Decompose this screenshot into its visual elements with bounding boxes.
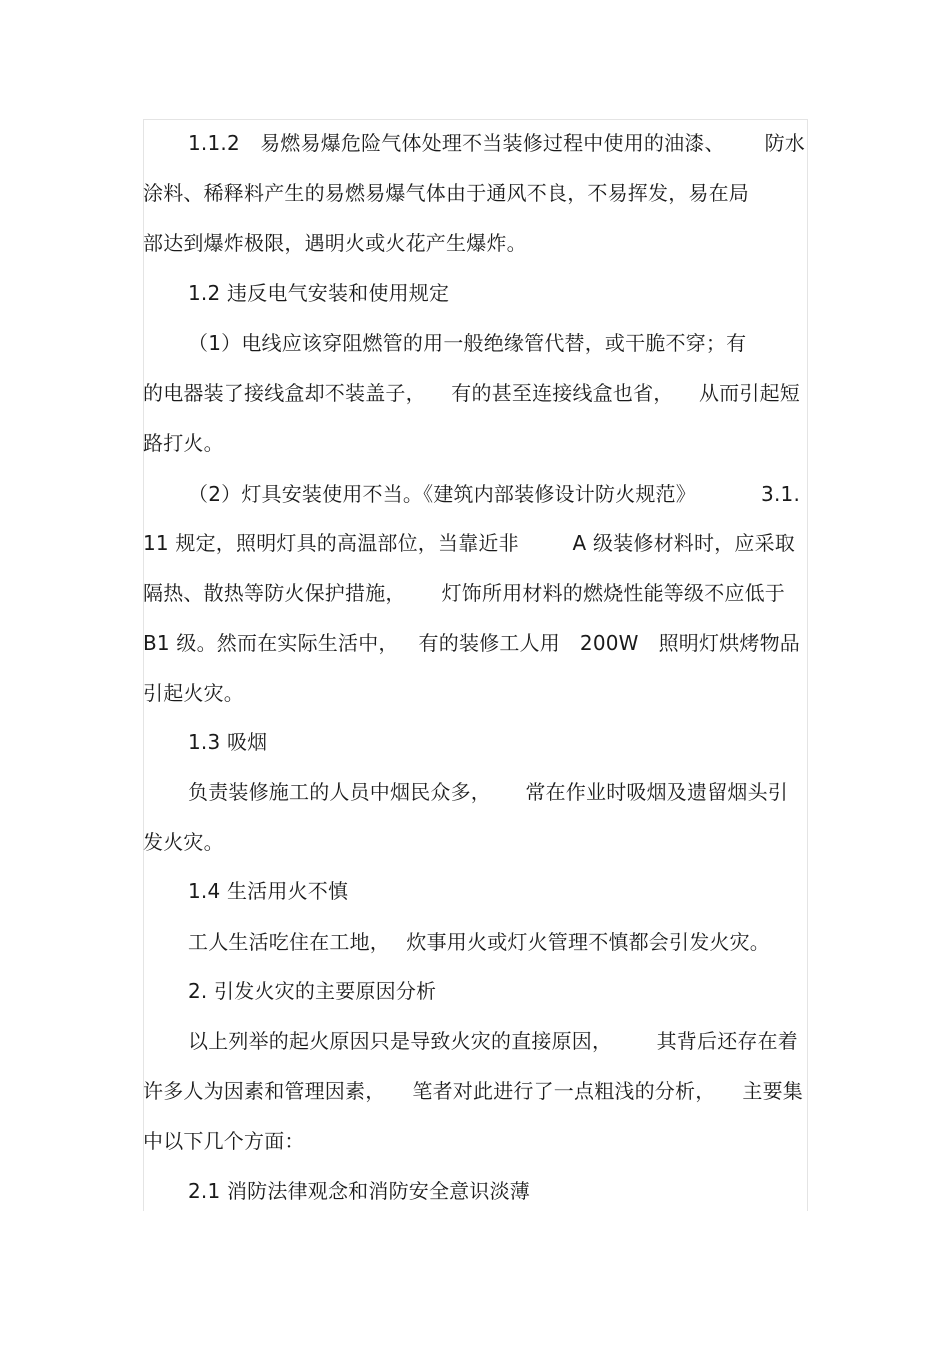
text-line bbox=[143, 180, 749, 206]
text-segment: 从而引起短 bbox=[698, 381, 800, 405]
text-segment: 以上列举的起火原因只是导致火灾的直接原因， bbox=[188, 1029, 613, 1053]
text-segment: 1.3 吸烟 bbox=[188, 730, 268, 754]
text-segment: 3.1. bbox=[761, 482, 800, 506]
page-frame-top bbox=[143, 119, 808, 120]
text-line bbox=[188, 929, 770, 955]
text-segment: 炊事用火或灯火管理不慎都会引发火灾。 bbox=[406, 930, 770, 954]
text-segment: 主要集 bbox=[742, 1079, 803, 1103]
text-segment: 1.2 违反电气安装和使用规定 bbox=[188, 281, 450, 305]
text-line bbox=[143, 829, 224, 855]
text-line bbox=[143, 1078, 803, 1104]
text-line bbox=[188, 779, 788, 805]
text-segment: （1）电线应该穿阻燃管的用一般绝缘管代替，或干脆不穿；有 bbox=[188, 331, 747, 355]
text-segment: （2）灯具安装使用不当。《建筑内部装修设计防火规范》 bbox=[188, 482, 696, 506]
text-segment: 防水 bbox=[764, 131, 805, 155]
text-segment: 照明灯烘烤物品 bbox=[658, 631, 800, 655]
text-segment: 负责装修施工的人员中烟民众多， bbox=[188, 780, 491, 804]
text-line bbox=[143, 630, 800, 656]
text-segment: 工人生活吃住在工地， bbox=[188, 930, 390, 954]
section-heading bbox=[188, 878, 348, 904]
text-line bbox=[188, 1028, 798, 1054]
text-segment: 2. 引发火灾的主要原因分析 bbox=[188, 979, 437, 1003]
text-segment: 1.1.2 易燃易爆危险气体处理不当装修过程中使用的油漆、 bbox=[188, 131, 725, 155]
text-segment: 11 规定，照明灯具的高温部位，当靠近非 bbox=[143, 531, 519, 555]
text-line bbox=[143, 430, 224, 456]
text-line bbox=[143, 530, 795, 556]
text-segment: 许多人为因素和管理因素， bbox=[143, 1079, 386, 1103]
text-segment: 中以下几个方面： bbox=[143, 1129, 305, 1153]
text-line bbox=[143, 680, 244, 706]
text-segment: 有的装修工人用 bbox=[418, 631, 560, 655]
text-segment: 其背后还存在着 bbox=[656, 1029, 798, 1053]
text-segment: B1 级。然而在实际生活中， bbox=[143, 631, 399, 655]
text-segment: 灯饰所用材料的燃烧性能等级不应低于 bbox=[441, 581, 785, 605]
page-frame-right bbox=[807, 119, 808, 1211]
text-line bbox=[188, 481, 800, 507]
section-heading bbox=[188, 729, 267, 755]
text-segment: 有的甚至连接线盒也省， bbox=[451, 381, 674, 405]
text-segment: 引起火灾。 bbox=[143, 681, 244, 705]
text-segment: 常在作业时吸烟及遗留烟头引 bbox=[525, 780, 788, 804]
text-segment: 笔者对此进行了一点粗浅的分析， bbox=[412, 1079, 716, 1103]
text-segment: 涂料、稀释料产生的易燃易爆气体由于通风不良，不易挥发，易在局 bbox=[143, 181, 749, 205]
section-heading bbox=[188, 978, 436, 1004]
section-heading bbox=[188, 1178, 530, 1204]
text-segment: 发火灾。 bbox=[143, 830, 224, 854]
page-frame-left bbox=[143, 119, 144, 1211]
text-line bbox=[143, 1128, 305, 1154]
text-segment: 的电器装了接线盒却不装盖子， bbox=[143, 381, 426, 405]
text-segment: 200W bbox=[579, 631, 639, 655]
text-segment: 2.1 消防法律观念和消防安全意识淡薄 bbox=[188, 1179, 530, 1203]
text-segment: 1.4 生活用火不慎 bbox=[188, 879, 349, 903]
text-segment: 部达到爆炸极限，遇明火或火花产生爆炸。 bbox=[143, 231, 527, 255]
text-line bbox=[188, 330, 746, 356]
text-segment: A 级装修材料时，应采取 bbox=[572, 531, 795, 555]
text-line bbox=[143, 580, 785, 606]
text-line bbox=[188, 130, 805, 156]
text-segment: 隔热、散热等防火保护措施， bbox=[143, 581, 406, 605]
text-line bbox=[143, 380, 800, 406]
text-segment: 路打火。 bbox=[143, 431, 224, 455]
section-heading bbox=[188, 280, 449, 306]
text-line bbox=[143, 230, 527, 256]
